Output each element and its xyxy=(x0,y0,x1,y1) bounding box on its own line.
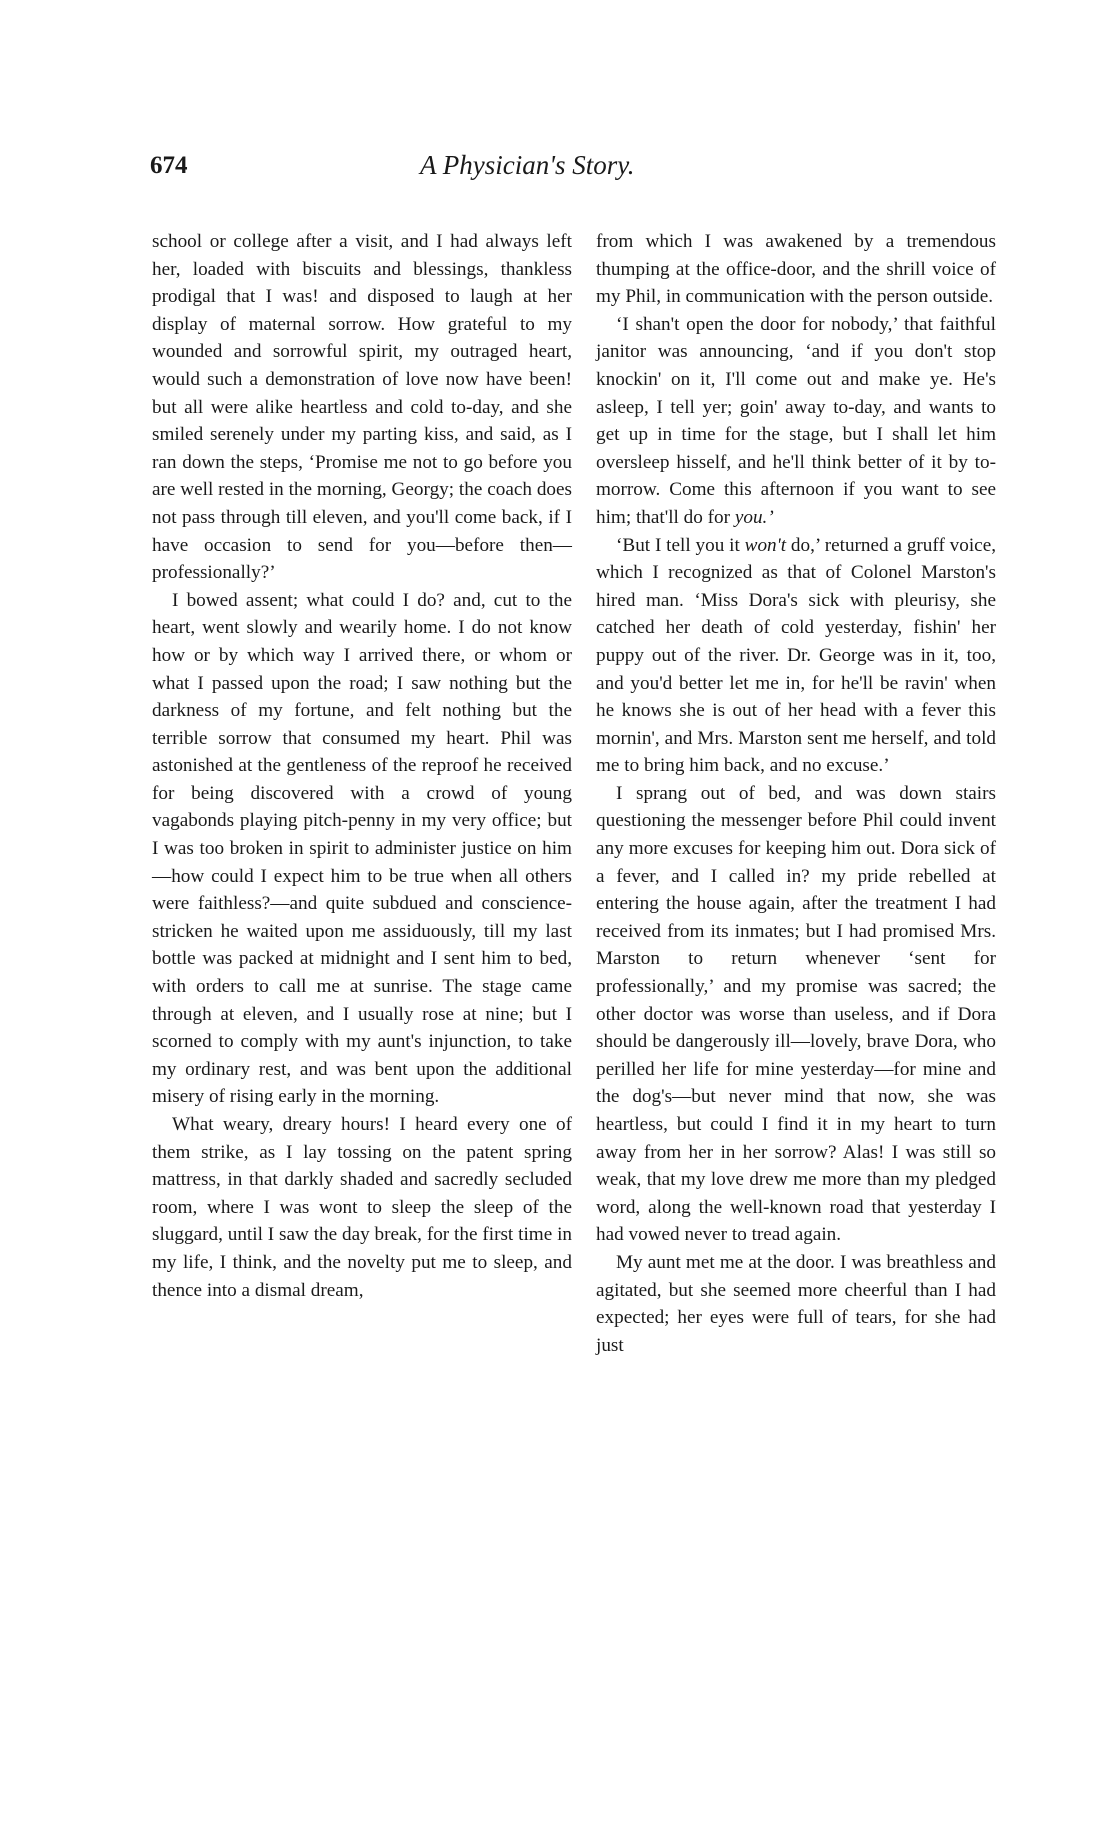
paragraph xyxy=(596,532,996,780)
paragraph: What weary, dreary hours! I heard every one of them strike, as I lay tossing on the patent spring mattress, in that darkly shaded and sacredly secluded room, where I was wont to sleep the sleep of the sluggard, until I saw the day break, for the first time in my life, I think, and the novelty put me to sleep, and thence into a dismal dream, xyxy=(152,1114,572,1301)
page-number: 674 xyxy=(150,152,188,179)
paragraph: school or college after a visit, and I had always left her, loaded with biscuits and blessings, thankless prodigal that I was! and disposed to laugh at her display of maternal sorrow. How grateful to my wounded and sorrowful spirit, my outraged heart, would such a demonstration of love now have been! but all were alike heartless and cold to-day, and she smiled serenely under my parting kiss, and said, as I ran down the steps, ‘Promise me not to go before you are well rested in the morning, Georgy; the coach does not pass through till eleven, and you'll come back, if I have occasion to send for you—before then—professionally?’ xyxy=(152,231,572,584)
left-column xyxy=(152,228,572,1304)
paragraph: I sprang out of bed, and was down stairs questioning the messenger before Phil could invent any more excuses for keeping him out. Dora sick of a fever, and I called in? my pride rebelled at entering the house again, after the treatment I had received from its inmates; but I had promised Mrs. Marston to return whenever ‘sent for professionally,’ and my promise was sacred; the other doctor was worse than useless, and if Dora should be dangerously ill—lovely, brave Dora, who perilled her life for mine yesterday—for mine and the dog's—but never mind that now, she was heartless, but could I find it in my heart to turn away from her in her sorrow? Alas! I was still so weak, that my love drew me more than my pledged word, along the well-known road that yesterday I had vowed never to tread again. xyxy=(596,782,996,1246)
running-title: A Physician's Story. xyxy=(420,150,635,180)
right-column xyxy=(596,228,996,1359)
emphasis-wont: won't xyxy=(744,534,787,556)
paragraph: I bowed assent; what could I do? and, cut to the heart, went slowly and wearily home. I do not know how or by which way I arrived there, or whom or what I passed upon the road; I saw nothing but the darkness of my fortune, and felt nothing but the terrible sorrow that consumed my heart. Phil was astonished at the gentleness of the reproof he received for being discovered with a crowd of young vagabonds playing pitch-penny in my very office; but I was too broken in spirit to administer justice on him—how could I expect him to be true when all others were faithless?—and quite subdued and conscience-stricken he waited upon me assiduously, till my last bottle was packed at midnight and I sent him to bed, with orders to call me at sunrise. The stage came through at eleven, and I usually rose at nine; but I scorned to comply with my aunt's injunction, to take my ordinary rest, and was bent upon the additional misery of rising early in the morning. xyxy=(152,589,572,1108)
paragraph-text: do,’ returned a gruff voice, which I recognized as that of Colonel Marston's hired man. ‘Miss Dora's sick with pleurisy, she catched her death of cold yesterday, fishin' her puppy out of the river. Dr. George was in it, too, and you'd better let me in, for he'll be ravin' when he knows she is out of her head with a fever this mornin', and Mrs. Marston sent me herself, and told me to bring him back, and no excuse.’ xyxy=(596,534,997,777)
paragraph-text: ‘But I tell you it xyxy=(616,534,740,556)
paragraph: My aunt met me at the door. I was breathless and agitated, but she seemed more cheerful than I had expected; her eyes were full of tears, for she had just xyxy=(596,1251,996,1356)
emphasis-you: you.’ xyxy=(734,506,774,528)
paragraph: from which I was awakened by a tremendous thumping at the office-door, and the shrill voice of my Phil, in communication with the person outside. xyxy=(596,231,996,308)
paragraph xyxy=(596,311,996,532)
paragraph-text: ‘I shan't open the door for nobody,’ that faithful janitor was announcing, ‘and if you don't stop knockin' on it, I'll come out and make ye. He's asleep, I tell yer; goin' away to-day, and wants to get up in time for the stage, but I shall let him oversleep hisself, and he'll think better of it by to-morrow. Come this afternoon if you want to see him; that'll do for xyxy=(596,313,996,528)
